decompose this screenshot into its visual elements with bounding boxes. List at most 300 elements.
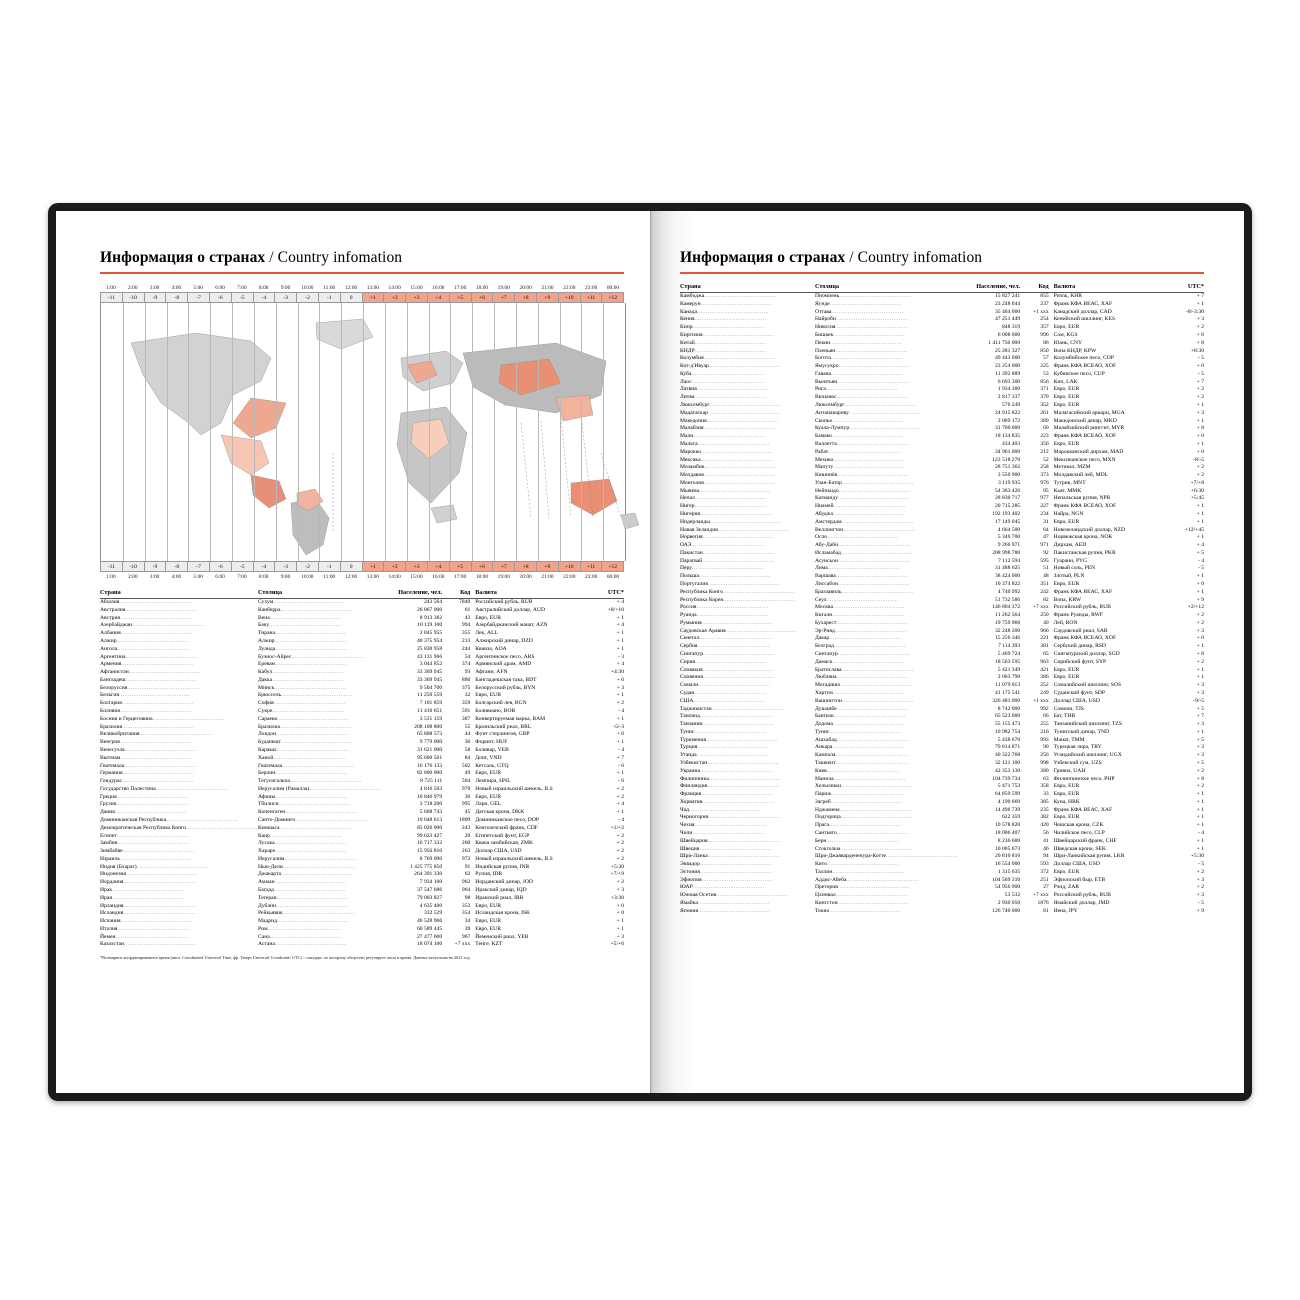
cell-utc: + 8 [1196,425,1204,432]
cell-population: 332 529 [423,910,443,917]
cell-capital: Тегусигальпа........................................ [258,778,362,785]
cell-utc: +4:30 [610,669,624,676]
cell-population: 33 369 945 [416,669,443,676]
tz-offset-top-11: 0 [340,292,362,303]
cell-population: 9 266 971 [997,542,1021,549]
cell-currency: Франк КФА ВЕАС, XAF [1053,806,1113,813]
cell-capital: Багдад........................................ [258,887,346,893]
tz-hour-top-22: 23:00 [584,284,598,291]
table-row [680,736,1204,744]
cell-currency: Конголезский франк, CDF [475,824,538,831]
cell-population: 264 391 330 [414,871,443,878]
table-row [100,716,624,724]
tz-offset-top-1: -10 [122,292,144,303]
cell-code: 1809 [459,816,471,823]
cell-utc: + 1 [1196,806,1204,813]
cell-capital: Белград........................................ [814,643,906,650]
cell-currency: Бат, THB [1053,713,1076,720]
cell-code: 387 [461,715,471,722]
cell-population: 28 751 362 [994,464,1021,471]
cell-country: Латвия........................................ [680,386,769,393]
cell-capital: Тирана........................................ [258,630,347,637]
cell-country: Великобритания........................................ [100,731,212,738]
tz-hour-top-7: 8:00 [258,284,269,291]
cell-code: 502 [461,762,471,769]
cell-currency: Норвежская крона, NOK [1053,534,1113,541]
cell-country: Германия........................................ [100,770,195,777]
cell-currency: Йеменский риал, YER [475,933,529,940]
table-row [680,425,1204,433]
tz-hour-bottom-10: 11:00 [323,573,336,580]
tz-offset-top-19: +8 [514,292,536,303]
table-row [680,456,1204,464]
cell-capital: Загреб........................................ [814,798,903,805]
cell-code: 40 [1043,619,1049,626]
cell-population: 11 410 651 [417,708,443,715]
tz-hour-top-14: 15:00 [410,284,423,291]
table-row [100,910,624,918]
cell-code: 94 [1043,853,1049,860]
cell-country: Исландия........................................ [100,910,196,917]
cell-population: 54 363 426 [994,487,1021,494]
cell-utc: + 1 [616,692,624,699]
cell-utc: + 1 [1196,573,1204,580]
cell-currency: Чилийское песо, CLP [1053,830,1105,836]
cell-country: Мозамбик........................................ [680,464,777,471]
cell-currency: Сербский динар, RSD [1053,643,1106,650]
cell-code: 992 [1040,705,1049,712]
cell-utc: + 3 [1196,892,1204,899]
table-row [680,822,1204,830]
tz-offset-bottom-16: +5 [449,561,471,572]
cell-capital: Куала-Лумпур........................................ [814,425,922,432]
cell-code: 504 [461,778,471,785]
cell-code: 41 [1043,837,1049,844]
cell-currency: Болгарский лев, BGN [475,700,527,707]
cell-code: 261 [1040,409,1049,416]
cell-population: 65 808 573 [416,731,443,738]
cell-population: 35 464 000 [994,308,1021,315]
cell-capital: Берн........................................ [814,837,899,844]
cell-population: 10 374 822 [994,581,1021,587]
cell-population: 5 438 670 [997,736,1021,743]
tz-offset-top-20: +9 [536,292,558,303]
cell-capital: Осло........................................ [814,534,899,541]
cell-utc: + 4 [616,801,624,808]
cell-population: 8 236 600 [997,837,1021,844]
tz-hour-top-0: 1:00 [106,284,116,291]
cell-code: +7 xxx [1032,604,1049,611]
cell-utc: + 0 [616,731,624,738]
cell-currency: Шри-Ланкийская рупия, LKR [1053,853,1125,860]
table-row [100,879,624,887]
cell-population: 16 176 133 [416,762,443,769]
cell-utc: + 1 [616,809,624,816]
table-row [680,379,1204,387]
cell-country: Люксембург........................................ [680,402,782,409]
cell-code: 389 [1040,417,1049,424]
cell-capital: Подгорица........................................ [814,814,913,821]
cell-capital: Мадрид........................................ [258,918,349,925]
cell-utc: + 7 [1196,713,1204,720]
cell-country: Ирак........................................ [100,887,184,893]
cell-capital: Дакка........................................ [258,676,345,683]
cell-capital: Додома........................................ [814,721,905,728]
cell-country: Венгрия........................................ [100,739,192,746]
table-row [100,856,624,864]
cell-country: Дания........................................ [100,809,187,816]
cell-utc: +12/+45 [1184,526,1204,533]
cell-country: Молдавия........................................ [680,472,776,479]
cell-currency: Найра, NGN [1053,510,1084,517]
cell-capital: Скопье........................................ [814,417,904,424]
tz-hour-bottom-5: 6:00 [215,573,225,580]
cell-currency: Канадский доллар, CAD [1053,308,1112,315]
cell-code: 56 [1043,830,1049,836]
cell-utc: + 2 [1196,619,1204,626]
cell-currency: Новозеландский доллар, NZD [1053,526,1126,533]
table-row [680,721,1204,729]
page-title-ru: Информация о странах [100,249,266,266]
left-page [56,211,650,1093]
cell-capital: Бухарест........................................ [814,619,909,626]
footnote: *Всемирное координированное время (англ. Coordinated Universal Time, фр. Temps Universel Coordonné; UTC) - стандарт, по которому общество регулирует часы и время. Данные актуальны на 2023 год. [100,955,471,961]
cell-population: 16 554 000 [994,861,1021,868]
tz-hour-bottom-1: 2:00 [127,573,138,580]
cell-currency: Сомони, TJS [1053,705,1084,712]
table-row [680,853,1204,861]
cell-currency: Турецкая лира, TRY [1053,744,1102,751]
col-utc: UTC* [1168,283,1204,292]
cell-utc: + 3 [616,933,624,940]
cell-population: 11 392 889 [995,370,1021,377]
cell-capital: Вашингтон........................................ [814,697,914,704]
cell-code: +1 xxx [1032,697,1049,704]
table-row [680,487,1204,495]
table-row [100,731,624,739]
table-row [680,744,1204,752]
table-row [680,884,1204,892]
cell-country: Словакия........................................ [680,666,775,673]
tz-hour-top-13: 14:00 [388,284,401,291]
table-row [100,638,624,646]
cell-currency: Евро, EUR [475,925,501,932]
cell-currency: Доллар США, USD [1053,861,1100,868]
cell-utc: + 3 [1196,752,1204,759]
cell-population: 3 044 852 [419,661,443,668]
table-row [100,887,624,895]
cell-country: Армения........................................ [100,661,194,668]
cell-capital: Бангкок........................................ [814,713,906,720]
cell-code: 595 [1040,557,1049,564]
cell-population: 31 488 625 [994,565,1021,572]
cell-population: 60 589 445 [416,925,443,932]
cell-code: 244 [461,645,471,652]
cell-country: Бразилия........................................ [100,723,194,730]
cell-population: 3 531 159 [419,715,443,722]
cell-capital: Нейпьидо........................................ [814,487,911,494]
cell-capital: Дамаск........................................ [814,658,905,665]
tz-hour-bottom-22: 23:00 [584,573,598,580]
table-row [680,534,1204,542]
cell-currency: Иранский риал, IRR [475,894,524,901]
cell-currency: Кубинское песо, CUP [1053,370,1105,377]
cell-country: Египет........................................ [100,832,189,839]
tz-hour-bottom-17: 18:00 [475,573,489,580]
tz-hour-bottom-8: 9:00 [280,573,291,580]
cell-country: Сомали........................................ [680,682,771,689]
timezone-offsets-bottom [100,561,624,572]
cell-utc: + 1 [1196,666,1204,673]
cell-code: +7 xxx [454,941,471,948]
col-country: Страна [100,589,258,598]
cell-code: 55 [464,723,471,730]
cell-capital: Буэнос-Айрес........................................ [258,653,364,660]
cell-currency: Злотый, PLN [1053,573,1085,580]
cell-country: Республика Конго........................................ [680,588,795,595]
cell-country: Хорватия........................................ [680,798,775,805]
table-row [100,786,624,794]
col-code: Код [1025,283,1054,292]
right-page [650,211,1244,1093]
tz-hour-top-5: 6:00 [215,284,225,291]
cell-capital: Вьентьян........................................ [814,378,910,385]
cell-utc: - 4 [1197,557,1204,564]
cell-country: Камбоджа........................................ [680,293,777,300]
cell-capital: Джакарта........................................ [258,871,353,878]
cell-capital: Ереван........................................ [258,661,347,668]
cell-currency: Исландская крона, ISK [475,910,531,917]
table-row [680,557,1204,565]
cell-country: Кения........................................ [680,316,767,323]
cell-utc: + 2 [1196,394,1204,401]
cell-currency: Швейцарский франк, CHF [1053,837,1117,844]
cell-currency: Российский рубль, RUB [1053,892,1111,899]
tz-hour-top-23: 00:00 [606,284,620,291]
col-capital: Столица [815,283,958,292]
cell-currency: Танзанийский шиллинг, TZS [1053,721,1122,728]
cell-capital: Цхинвал........................................ [814,892,908,899]
tz-hour-top-4: 5:00 [193,284,204,291]
cell-capital: Берлин........................................ [258,770,348,777]
table-row [100,755,624,763]
cell-capital: Абу-Даби........................................ [814,542,911,549]
cell-capital: Братислава........................................ [814,666,914,673]
cell-capital: Дублин........................................ [258,902,348,909]
tz-offset-top-22: +11 [580,292,602,303]
cell-currency: Лек, ALL [475,630,498,637]
tz-hour-bottom-16: 17:00 [454,573,467,580]
cell-utc: + 5 [1196,736,1204,743]
cell-population: 15 256 346 [994,635,1021,642]
cell-currency: Бангладешская така, BDT [475,676,537,683]
cell-capital: Мапуту........................................ [814,464,906,471]
cell-population: 18 006 407 [994,830,1021,836]
cell-currency: Гривна, UAH [1053,767,1086,774]
tz-offset-bottom-19: +8 [514,561,536,572]
cell-utc: + 2 [1196,612,1204,619]
cell-population: 4 190 669 [997,798,1021,805]
cell-currency: Аргентинское песо, ARS [475,653,535,660]
cell-utc: - 6 [617,778,624,785]
col-code: Код [447,589,475,598]
cell-population: 622 359 [1001,814,1021,821]
cell-population: 10 982 754 [994,728,1021,735]
cell-code: 977 [1040,495,1049,502]
cell-code: 52 [1043,456,1049,463]
cell-capital: Рейкьявик........................................ [258,910,355,917]
table-row [100,747,624,755]
cell-population: 28 830 717 [994,495,1021,502]
cell-utc: + 3 [616,887,624,893]
cell-capital: Киев........................................ [814,767,899,774]
cell-country: Республика Корея........................................ [680,596,795,603]
cell-utc: +5:30 [610,863,624,870]
cell-code: 30 [464,793,471,800]
cell-country: Мадагаскар........................................ [680,409,780,416]
cell-currency: Саудовский риал, SAR [1053,627,1108,634]
cell-capital: Токио........................................ [814,907,902,914]
cell-utc: + 4 [616,599,624,606]
cell-population: 11 262 564 [995,612,1021,619]
table-row [680,690,1204,698]
cell-population: 11 079 013 [995,682,1021,689]
tz-offset-bottom-8: -3 [274,561,296,572]
cell-country: Китай........................................ [680,339,767,346]
cell-utc: -9/-5 [1193,697,1204,704]
cell-population: 99 623 427 [416,832,443,839]
cell-population: 18 074 100 [416,941,443,948]
cell-population: 18 134 835 [994,433,1021,440]
tz-hour-bottom-19: 20:00 [519,573,532,580]
cell-capital: Любляна........................................ [814,674,909,681]
cell-currency: Рупия, IDR [475,871,503,878]
cell-country: Иордания........................................ [100,879,196,886]
cell-capital: Рим........................................ [258,925,340,932]
tz-offset-top-15: +4 [427,292,449,303]
cell-currency: Мексиканское песо, MXN [1053,456,1116,463]
cell-code: 48 [1043,573,1049,580]
tz-hour-bottom-7: 8:00 [258,573,269,580]
cell-population: 10 005 673 [994,845,1021,852]
cell-utc: + 2 [1196,472,1204,479]
tz-hour-bottom-18: 19:00 [497,573,510,580]
cell-country: Судан........................................ [680,689,767,696]
cell-currency: Лей, RON [1053,619,1078,626]
cell-capital: Баку........................................ [258,622,342,629]
cell-population: 20 810 816 [994,853,1021,860]
cell-code: 31 [1043,518,1049,525]
tz-offset-top-16: +5 [449,292,471,303]
cell-utc: + 1 [1196,791,1204,798]
cell-currency: Бразильский реал, BRL [475,723,532,730]
cell-population: 104 739 734 [992,775,1021,782]
cell-population: 434 403 [1001,440,1021,447]
cell-country: Аргентина........................................ [100,653,198,660]
cell-population: 37 547 686 [416,887,443,893]
tz-offset-top-21: +10 [558,292,580,303]
cell-population: 7 934 100 [419,879,443,886]
cell-country: Гондурас........................................ [100,778,194,785]
col-currency: Валюта [1054,283,1169,292]
cell-currency: Белорусский рубль, BYN [475,684,536,691]
cell-currency: Юань, CNY [1053,339,1083,346]
tz-hour-bottom-14: 15:00 [410,573,423,580]
cell-country: Парагвай........................................ [680,557,775,564]
cell-country: Иран........................................ [100,894,185,901]
cell-code: 251 [1040,876,1049,883]
cell-code: 47 [1043,534,1049,541]
cell-population: 146 804 372 [992,604,1021,611]
cell-country: Филиппины........................................ [680,775,781,782]
cell-capital: Яунде........................................ [814,300,902,307]
cell-capital: Кито........................................ [814,861,899,868]
table-row [680,869,1204,877]
table-row [680,464,1204,472]
cell-population: 326 481 000 [992,697,1021,704]
tz-hour-top-21: 22:00 [563,284,576,291]
cell-currency: Сирийский фунт, SYP [1053,658,1107,665]
tz-hour-bottom-2: 3:00 [149,573,160,580]
cell-currency: Фунт стерлингов, GBP [475,731,530,738]
tz-hour-top-12: 13:00 [366,284,379,291]
cell-currency: Тугрик, MNT [1053,479,1086,486]
cell-population: 5 421 349 [997,666,1021,673]
table-row [100,630,624,638]
tz-hour-top-11: 12:00 [344,284,358,291]
tz-hour-bottom-6: 7:00 [237,573,247,580]
cell-country: КНДР........................................ [680,347,767,354]
table-row [680,355,1204,363]
cell-code: 60 [1043,425,1049,432]
cell-population: 55 155 473 [994,721,1021,728]
tz-offset-bottom-5: -6 [209,561,231,572]
cell-currency: Франк КФА ВСЕАО, XOF [1053,503,1117,510]
cell-capital: Вильнюс........................................ [814,394,909,401]
cell-capital: Ямусукро........................................ [814,363,911,370]
cell-population: 126 740 000 [992,907,1021,914]
cell-country: Словения........................................ [680,674,775,681]
cell-code: 243 [461,824,471,831]
cell-capital: Хельсинки........................................ [814,783,913,790]
cell-utc: - 5 [1197,900,1204,907]
cell-utc: -5/-3 [613,723,624,730]
cell-capital: Пхеньян........................................ [814,347,908,354]
cell-population: 23 254 000 [994,363,1021,370]
cell-country: ОАЭ........................................ [680,542,764,549]
table-row [680,316,1204,324]
cell-population: 23 248 044 [994,300,1021,307]
cell-capital: Асунсьон........................................ [814,557,910,564]
cell-utc: - 4 [617,816,624,823]
tz-offset-bottom-2: -9 [144,561,166,572]
cell-currency: Куна, HRK [1053,798,1080,805]
cell-code: 964 [461,887,471,893]
cell-capital: Каракас........................................ [258,746,349,753]
cell-utc: + 1 [1196,510,1204,517]
cell-currency: Дирхам, AED [1053,542,1087,549]
cell-currency: Евро, EUR [1053,814,1080,821]
cell-code: 963 [1040,658,1049,665]
cell-utc: +7/+9 [610,871,624,878]
cell-country: Босния и Герцеговина........................................ [100,715,225,722]
cell-code: 359 [461,700,471,707]
tz-offset-bottom-7: -4 [253,561,275,572]
cell-code: 90 [1043,744,1049,751]
tz-hour-top-18: 19:00 [497,284,510,291]
table-row [680,705,1204,713]
table-row [680,371,1204,379]
